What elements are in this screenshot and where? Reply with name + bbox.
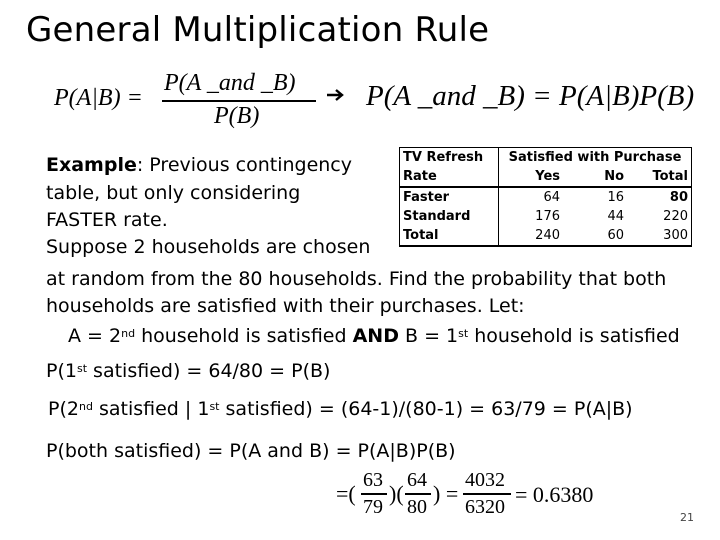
row-label-total: Total [400, 226, 499, 246]
example-line-1 [46, 154, 352, 176]
table-cell: 300 [627, 226, 692, 246]
probability-b-line [46, 360, 330, 382]
calc-fraction-1-numerator: 63 [363, 469, 383, 491]
def-b-post: household is satisfied [468, 325, 680, 347]
p2-post: satisfied) = (64-1)/(80-1) = 63/79 = P(A|B) [219, 398, 633, 420]
def-a-pre: A = 2 [68, 325, 122, 347]
calc-equals-open: =( [336, 481, 356, 506]
def-a-mid: household is satisfied [135, 325, 353, 347]
p2-pre: P(2 [48, 398, 79, 420]
table-cell: 220 [627, 207, 692, 226]
row-label-header-1: TV Refresh [400, 148, 499, 168]
definition-line [68, 325, 680, 347]
column-header-no: No [563, 167, 627, 187]
example-line-2: table, but only considering [46, 182, 301, 204]
table-cell: 16 [607, 190, 624, 205]
example-label: Example [46, 154, 137, 176]
example-line-6: households are satisfied with their purchases. Let: [46, 295, 525, 317]
table-cell: 176 [535, 209, 560, 224]
p2-mid: satisfied | 1 [92, 398, 210, 420]
def-a-sup: nd [121, 327, 136, 340]
def-b-pre: B = 1 [398, 325, 459, 347]
p1-sup: st [76, 362, 88, 375]
p1-post: satisfied) = 64/80 = P(B) [87, 360, 331, 382]
formula-rhs: P(A _and _B) = P(A|B)P(B) [366, 80, 695, 112]
table-row [400, 187, 692, 207]
page-number: 21 [680, 511, 694, 524]
calc-fraction-1-bar [361, 493, 387, 495]
table-cell: 240 [499, 226, 564, 246]
example-line-3: FASTER rate. [46, 209, 168, 231]
slide-title: General Multiplication Rule [26, 10, 490, 50]
calc-fraction-2-denominator: 80 [407, 496, 427, 518]
table-cell: 44 [607, 209, 624, 224]
calc-fraction-3-numerator: 4032 [465, 469, 505, 491]
contingency-table [399, 147, 692, 247]
def-and: AND [352, 325, 399, 347]
table-cell: 64 [543, 190, 560, 205]
calc-fraction-3-denominator: 6320 [465, 496, 505, 518]
def-b-sup: st [458, 327, 469, 340]
probability-a-given-b-line [48, 398, 633, 420]
calc-fraction-3-bar [463, 493, 511, 495]
calc-result: = 0.6380 [515, 482, 594, 507]
formula-fraction-bar [162, 100, 316, 102]
p2-sup: nd [78, 400, 93, 413]
row-label-standard: Standard [400, 207, 499, 226]
implies-arrow-icon [326, 88, 346, 102]
table-header-row-1 [400, 148, 692, 168]
calc-fraction-2-bar [405, 493, 431, 495]
column-header-total: Total [627, 167, 692, 187]
p2-sup2: st [209, 400, 220, 413]
table-cell: 80 [627, 187, 692, 207]
calc-close-open: )( [389, 481, 404, 506]
table-row [400, 226, 692, 246]
example-line-1-text: : Previous contingency [136, 154, 353, 176]
calc-fraction-2-numerator: 64 [407, 469, 427, 491]
table-row [400, 207, 692, 226]
p1-pre: P(1 [46, 360, 77, 382]
example-line-4: Suppose 2 households are chosen [46, 236, 371, 258]
calc-close-equals: ) = [433, 481, 459, 506]
formula-lhs: P(A|B) = [54, 85, 143, 111]
row-label-faster: Faster [400, 187, 499, 207]
table-header-row-2 [400, 167, 692, 187]
calc-fraction-1-denominator: 79 [363, 496, 383, 518]
column-group-header: Satisfied with Purchase [499, 148, 692, 168]
formula-denominator: P(B) [214, 103, 260, 129]
row-label-header-2: Rate [400, 167, 499, 187]
column-header-yes: Yes [499, 167, 564, 187]
table-cell: 60 [563, 226, 627, 246]
probability-both-line: P(both satisfied) = P(A and B) = P(A|B)P(B) [46, 440, 456, 462]
formula-numerator: P(A _and _B) [164, 70, 296, 96]
example-line-5: at random from the 80 households. Find the probability that both [46, 268, 667, 290]
